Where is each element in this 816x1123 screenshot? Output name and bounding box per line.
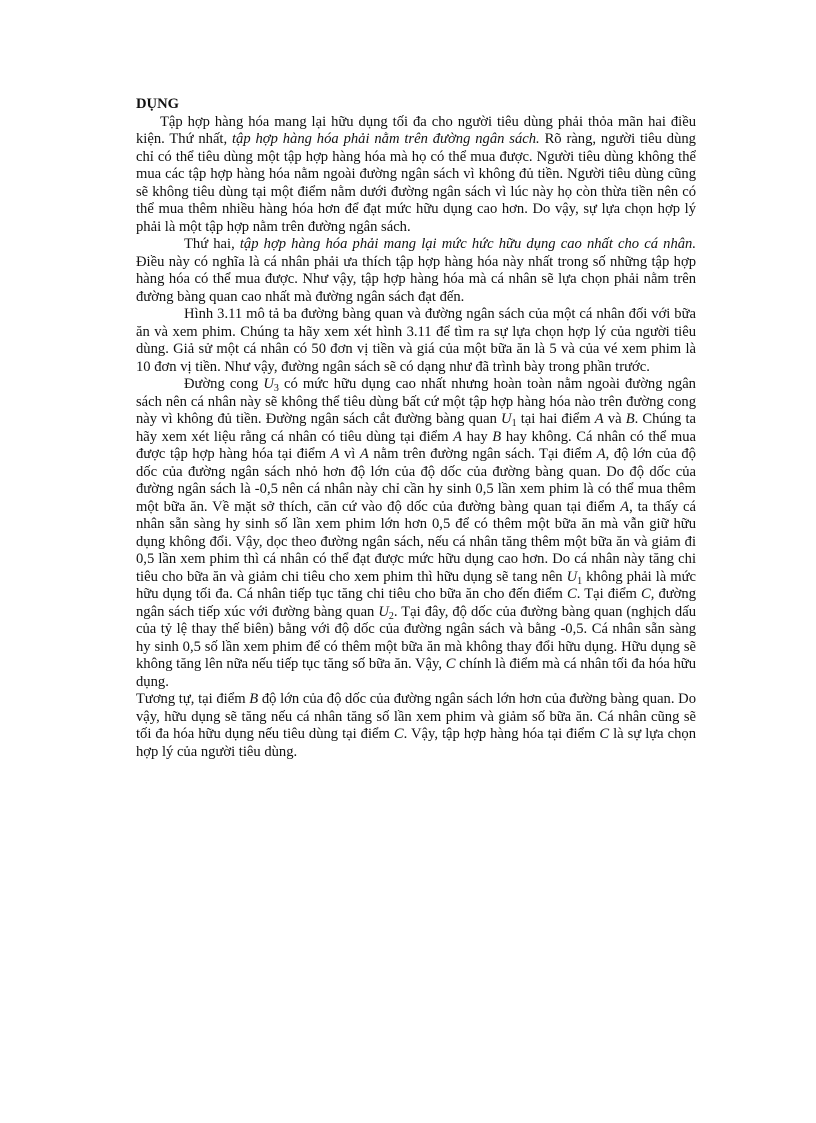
subscript: 3 (273, 383, 279, 394)
point-a: A (359, 446, 369, 462)
var-u: U (263, 376, 274, 392)
text: . Tại điểm (576, 586, 641, 602)
text: hay (462, 428, 493, 445)
text: Đường cong (184, 376, 264, 392)
text: Điều này có nghĩa là cá nhân phải ưa thích tập hợp hàng hóa này nhất trong số những tập hợp hàng hóa có thể mua được. Như vậy, tập hợp hàng hóa mà cá nhân sẽ lựa chọn phải nằm trên đường bàng quan cao nhất mà đường ngân sách đạt đến. (136, 253, 696, 305)
point-b: B (249, 691, 259, 707)
paragraph-5 (136, 691, 696, 761)
text: đường ngân sách tiếp xúc với đường bàng quan (136, 586, 696, 620)
subscript: 1 (577, 575, 583, 587)
text: , độ lớn của độ dốc của đường ngân sách nhỏ hơn độ lớn của độ dốc của đường bàng quan. Do độ dốc của đường ngân sách là -0,5 nên cá nhân này chỉ cần hy sinh 0,5 lần xem phim là có thể mua thêm một bữa ăn. Về mặt sở thích, căn cứ vào độ dốc của đường bàng quan tại điểm (136, 446, 696, 515)
text: . Chúng ta hãy xem xét liệu rằng cá nhân có tiêu dùng tại điểm (136, 411, 697, 445)
paragraph-3: Hình 3.11 mô tả ba đường bàng quan và đường ngân sách của một cá nhân đối với bữa ăn và xem phim. Chúng ta hãy xem xét hình 3.11 để tìm ra sự lựa chọn hợp lý của người tiêu dùng. Giả sử một cá nhân có 50 đơn vị tiền và giá của một bữa ăn là 5 và của vé xem phim là 10 đơn vị tiền. Như vậy, đường ngân sách sẽ có dạng như đã trình bày trong phần trước. (136, 306, 696, 375)
var-u: U (566, 568, 578, 585)
point-c: C, (641, 586, 655, 602)
text: chính là điểm mà cá nhân tối đa hóa hữu dụng. (136, 656, 696, 690)
text: Tương tự, tại điểm (136, 691, 250, 707)
text: . Tại đây, độ dốc của đường bàng quan (nghịch dấu của tỷ lệ thay thế biên) bằng với độ dốc của đường ngân sách và bằng -0,5. Cá nhân sẵn sàng hy sinh 0,5 số lần xem phim để có thêm một bữa ăn mà không thay đổi hữu dụng. Hữu dụng sẽ không tăng lên nữa nếu tiếp tục tăng số bữa ăn. Vậy, (136, 603, 696, 672)
text: , ta thấy cá nhân sẵn sàng hy sinh số lần xem phim lớn hơn 0,5 để có thêm một bữa ăn mà vẫn giữ hữu dụng không đổi. Vậy, dọc theo đường ngân sách, nếu cá nhân tăng thêm một bữa ăn và giảm đi 0,5 lần xem phim thì cá nhân có thể đạt được mức hữu dụng cao hơn. Do cá nhân này tăng chi tiêu cho bữa ăn và giảm chi tiêu cho xem phim thì hữu dụng sẽ tang nên (136, 498, 696, 585)
point-c: C (393, 726, 404, 742)
text: hay không. Cá nhân có thể mua được tập hợp hàng hóa tại điểm (136, 428, 696, 462)
point-b: B (492, 428, 502, 445)
var-u: U (378, 603, 389, 620)
text: và (603, 411, 626, 427)
point-c: C (445, 656, 456, 672)
point-a: A (453, 428, 462, 445)
point-a: A (330, 446, 340, 462)
point-b: B (625, 411, 635, 427)
text: có mức hữu dụng cao nhất nhưng hoàn toàn nằm ngoài đường ngân sách nên cá nhân này sẽ không thể tiêu dùng bất cứ một tập hợp hàng hóa nào trên đường cong này vì không đủ tiền. Đường ngân sách cắt đường bàng quan (136, 376, 696, 427)
emphasis: tập hợp hàng hóa phải nằm trên đường ngân sách. (232, 131, 540, 147)
paragraph-4 (136, 376, 696, 691)
text: không phải là mức hữu dụng tối đa. Cá nhân tiếp tục tăng chi tiêu cho bữa ăn cho đến điểm (136, 568, 696, 602)
text: độ lớn của độ dốc của đường ngân sách lớn hơn của đường bàng quan. Do vậy, hữu dụng sẽ tăng nếu cá nhân tăng số lần xem phim và giảm số bữa ăn. Cá nhân cũng sẽ tối đa hóa hữu dụng nếu tiêu dùng tại điểm (136, 691, 696, 742)
text: là sự lựa chọn hợp lý của người tiêu dùng. (136, 726, 697, 760)
emphasis: tập hợp hàng hóa phải mang lại mức hức hữu dụng cao nhất cho cá nhân. (239, 236, 696, 252)
point-a: A (620, 498, 630, 515)
text: . Vậy, tập hợp hàng hóa tại điểm (403, 726, 600, 742)
text: vì (339, 446, 360, 462)
section-heading: DỤNG (136, 96, 179, 112)
subscript: 2 (388, 610, 394, 622)
text: nằm trên đường ngân sách. Tại điểm (368, 446, 597, 462)
var-u: U (501, 411, 512, 427)
point-a: A (596, 446, 606, 462)
document-page (136, 96, 696, 761)
paragraph-1 (136, 114, 696, 237)
point-a: A (594, 411, 604, 427)
point-c: C (566, 586, 577, 602)
text: Tập hợp hàng hóa mang lại hữu dụng tối đa cho người tiêu dùng phải thỏa mãn hai điều kiện. Thứ nhất, (136, 113, 696, 147)
text: tại hai điểm (516, 411, 595, 427)
paragraph-2 (136, 236, 696, 306)
subscript: 1 (511, 418, 517, 429)
text: Rõ ràng, người tiêu dùng chỉ có thể tiêu dùng một tập hợp hàng hóa mà họ có thể mua được. Người tiêu dùng không thể mua các tập hợp hàng hóa nằm ngoài đường ngân sách vì không đủ tiền. Người tiêu dùng cũng sẽ không tiêu dùng tại một điểm nằm dưới đường ngân sách vì lúc này họ còn thừa tiền nên có thể mua thêm nhiều hàng hóa hơn để đạt mức hữu dụng cao hơn. Do vậy, sự lựa chọn hợp lý phải là một tập hợp nằm trên đường ngân sách. (136, 131, 696, 235)
point-c: C (599, 726, 610, 742)
text: Thứ hai, (184, 236, 240, 252)
